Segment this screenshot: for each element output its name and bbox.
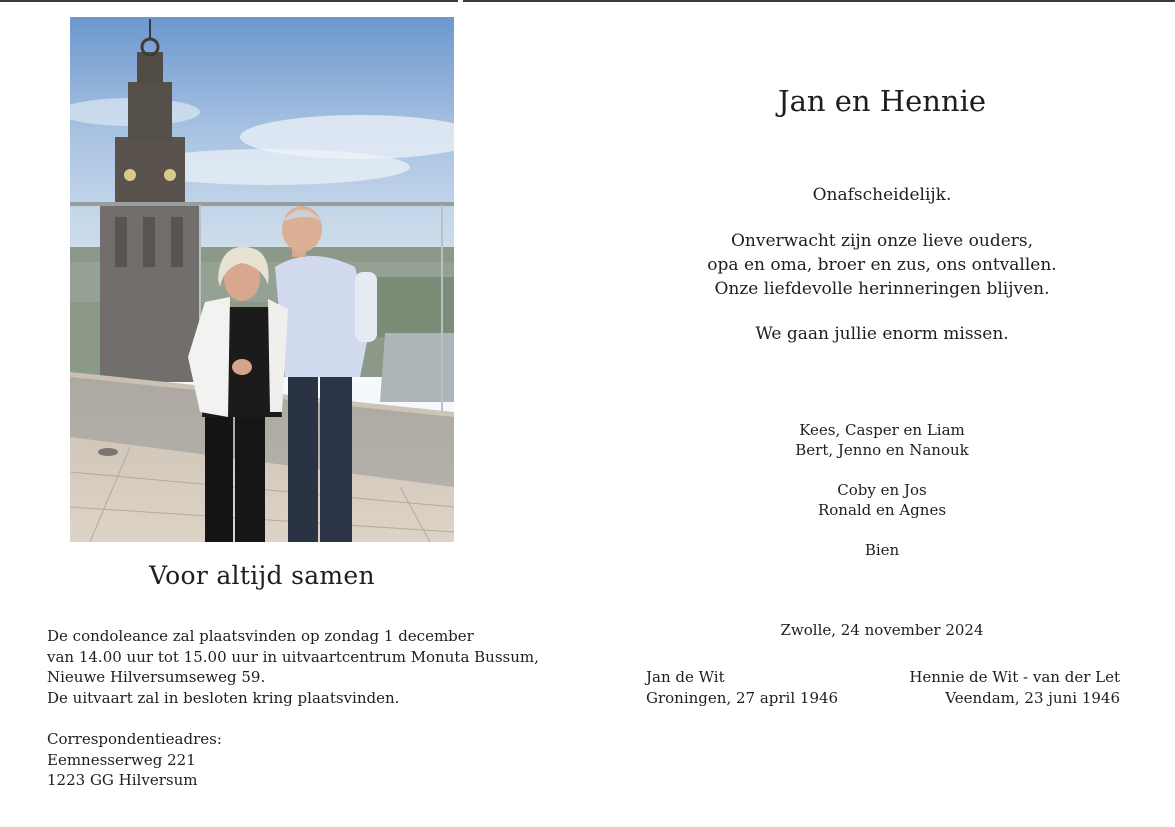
condolence-line: De condoleance zal plaatsvinden op zondag 1 december (47, 627, 474, 645)
poem-text: Onafscheidelijk. (812, 185, 952, 205)
family-line: Coby en Jos (837, 481, 927, 499)
poem-text: Onverwacht zijn onze lieve ouders, (730, 231, 1034, 251)
family-group-1 (600, 420, 1164, 460)
person-hennie (909, 667, 1120, 708)
condolence-info (47, 626, 539, 708)
person-jan (646, 667, 838, 708)
family-group-3 (600, 540, 1164, 560)
condolence-line: van 14.00 uur tot 15.00 uur in uitvaartcentrum Monuta Bussum, (47, 647, 539, 666)
person-name: Hennie de Wit - van der Let (909, 668, 1120, 686)
address-line: Correspondentieadres: (47, 730, 222, 748)
place-date: Zwolle, 24 november 2024 (780, 621, 984, 639)
address-line: Eemnesserweg 221 (47, 750, 196, 769)
top-border-right (463, 0, 1175, 2)
family-group-2 (600, 480, 1164, 520)
condolence-line: Nieuwe Hilversumseweg 59. (47, 668, 266, 686)
couple-photo (70, 17, 454, 542)
address-line: 1223 GG Hilversum (47, 771, 198, 789)
page-title: Jan en Hennie (777, 84, 987, 118)
poem-text: We gaan jullie enorm missen. (755, 324, 1009, 344)
poem-text: Onze liefdevolle herinneringen blijven. (714, 279, 1050, 299)
top-border-left (0, 0, 458, 2)
condolence-line: De uitvaart zal in besloten kring plaatsvinden. (47, 688, 400, 707)
poem-stanza (600, 229, 1164, 301)
tagline: Voor altijd samen (149, 561, 375, 590)
poem-line-1 (600, 183, 1164, 207)
family-line: Ronald en Agnes (817, 501, 947, 519)
correspondence-address (47, 729, 222, 791)
family-line: Bert, Jenno en Nanouk (795, 441, 969, 459)
poem-text: opa en oma, broer en zus, ons ontvallen. (707, 255, 1057, 275)
person-birth: Veendam, 23 juni 1946 (945, 688, 1120, 707)
poem-closing (600, 322, 1164, 346)
family-line: Bien (864, 541, 900, 559)
family-line: Kees, Casper en Liam (799, 421, 965, 439)
person-name: Jan de Wit (646, 668, 725, 686)
person-birth: Groningen, 27 april 1946 (646, 688, 839, 707)
